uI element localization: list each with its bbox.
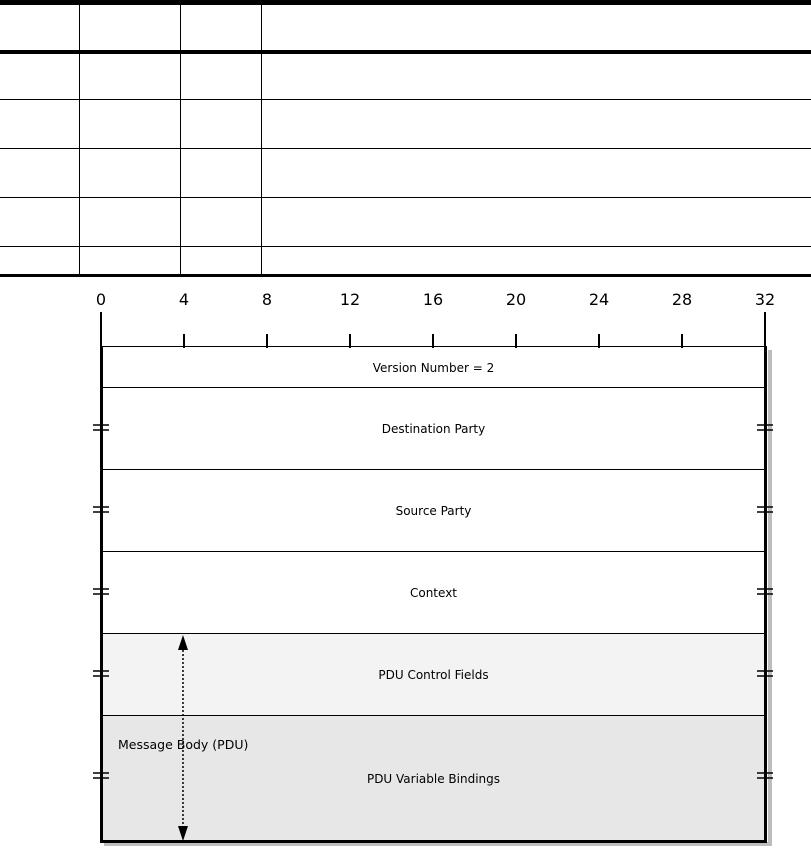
bit-label: 24 xyxy=(588,290,610,309)
bit-label: 28 xyxy=(671,290,693,309)
bit-label: 8 xyxy=(261,290,273,309)
field-label: Version Number = 2 xyxy=(372,361,495,375)
table-column-divider xyxy=(180,0,181,276)
field-label: Source Party xyxy=(395,504,472,518)
table-row-rule xyxy=(0,148,811,149)
arrow-head-down-icon xyxy=(178,826,188,841)
break-symbol xyxy=(93,425,773,430)
bit-label: 32 xyxy=(754,290,776,309)
bit-label: 16 xyxy=(422,290,444,309)
field-label: Destination Party xyxy=(381,422,486,436)
break-symbol xyxy=(93,589,773,594)
ruler-ticks xyxy=(101,312,765,348)
field-label: PDU Variable Bindings xyxy=(366,772,501,786)
table-column-divider xyxy=(261,0,262,276)
message-body-arrow xyxy=(178,635,188,841)
table-row-rule xyxy=(0,246,811,247)
break-symbols xyxy=(93,425,773,778)
arrow-head-up-icon xyxy=(178,635,188,650)
bit-label: 4 xyxy=(178,290,190,309)
bit-label: 20 xyxy=(505,290,527,309)
message-format-diagram xyxy=(0,280,811,848)
break-symbol xyxy=(93,507,773,512)
break-symbol xyxy=(93,773,773,778)
field-label: Context xyxy=(409,586,457,600)
bit-label: 0 xyxy=(95,290,107,309)
table-top-rule xyxy=(0,0,811,5)
diagram-overlay xyxy=(0,280,811,848)
table-row-rule xyxy=(0,197,811,198)
table-header-rule xyxy=(0,50,811,54)
field-label: PDU Control Fields xyxy=(378,668,489,682)
bit-label: 12 xyxy=(339,290,361,309)
table-bottom-rule xyxy=(0,274,811,277)
table-row-rule xyxy=(0,99,811,100)
message-body-label: Message Body (PDU) xyxy=(118,737,249,752)
break-symbol xyxy=(93,671,773,676)
table-column-divider xyxy=(79,0,80,276)
